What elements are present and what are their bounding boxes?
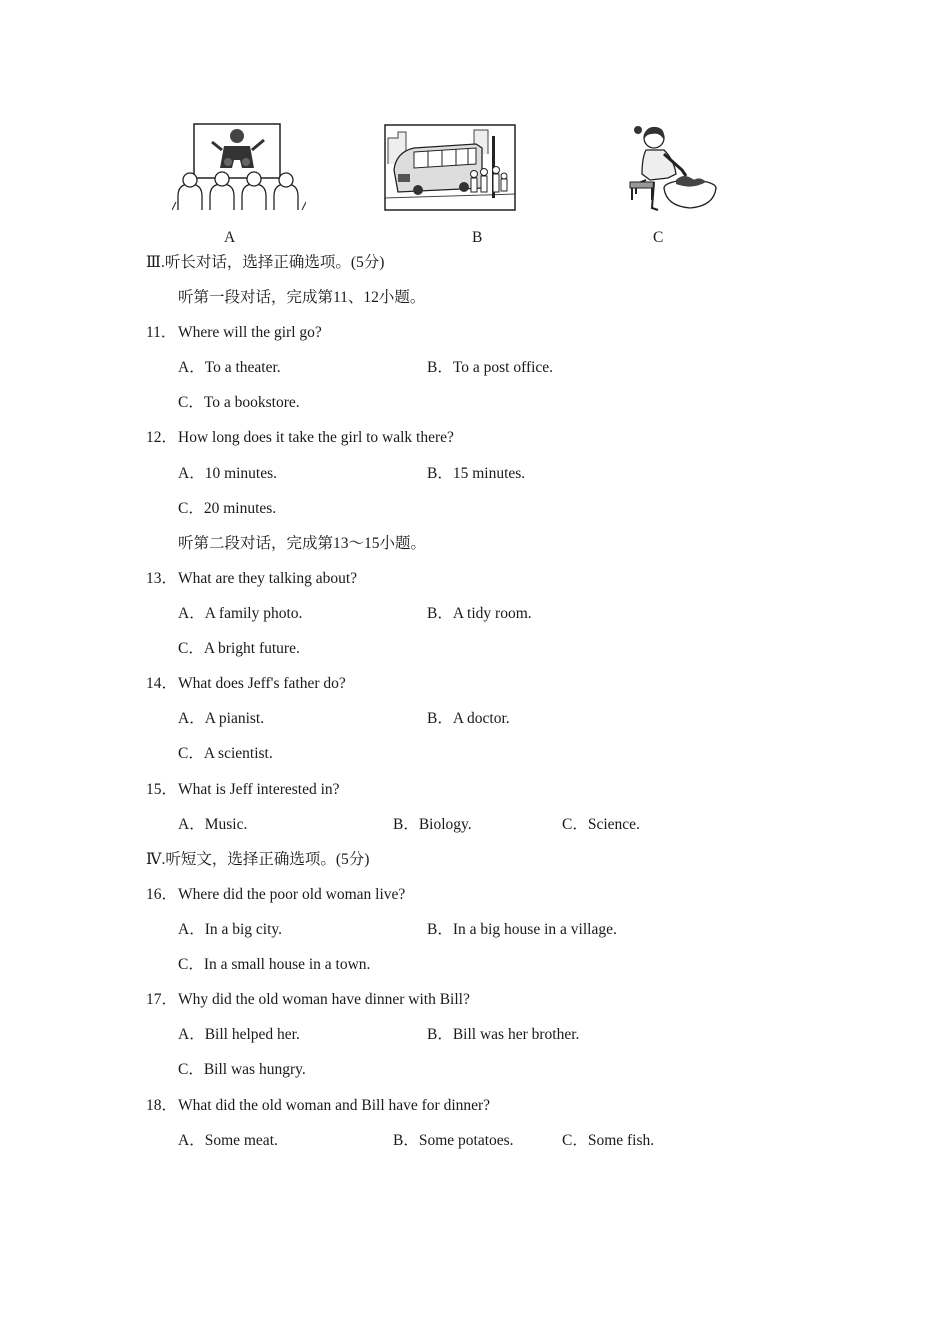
question-text: What are they talking about?: [178, 570, 358, 587]
option-a[interactable]: A．10 minutes.: [178, 465, 278, 482]
option-a[interactable]: A．To a theater.: [178, 359, 281, 376]
question-text: Why did the old woman have dinner with Bill?: [178, 991, 470, 1008]
option-a[interactable]: A．A family photo.: [178, 605, 303, 622]
picture-label: A: [224, 229, 236, 246]
question-text: Where will the girl go?: [178, 324, 322, 341]
question-number: 12．: [146, 429, 178, 446]
option-a[interactable]: A．In a big city.: [178, 921, 283, 938]
question-number: 11．: [146, 324, 177, 341]
question-text: Where did the poor old woman live?: [178, 886, 406, 903]
option-b[interactable]: B．A doctor.: [427, 710, 510, 727]
option-c[interactable]: C．In a small house in a town.: [178, 956, 371, 973]
picture-label: C: [653, 229, 664, 246]
question-number: 15．: [146, 781, 178, 798]
option-c[interactable]: C．Some fish.: [562, 1132, 655, 1149]
question-number: 18．: [146, 1097, 178, 1114]
option-a[interactable]: A．Some meat.: [178, 1132, 278, 1149]
question-text: What did the old woman and Bill have for dinner?: [178, 1097, 491, 1114]
dialogue-1-intro: 听第一段对话，完成第11、12小题。: [178, 289, 426, 306]
section-3-heading: Ⅲ.听长对话，选择正确选项。(5分): [146, 254, 385, 271]
option-c[interactable]: C．A scientist.: [178, 745, 273, 762]
question-number: 14．: [146, 675, 178, 692]
option-a[interactable]: A．Music.: [178, 816, 248, 833]
dialogue-2-intro: 听第二段对话，完成第13～15小题。: [178, 535, 427, 552]
option-c[interactable]: C．Bill was hungry.: [178, 1061, 306, 1078]
option-b[interactable]: B．15 minutes.: [427, 465, 526, 482]
picture-label: B: [472, 229, 483, 246]
option-b[interactable]: B．To a post office.: [427, 359, 554, 376]
option-c[interactable]: C．A bright future.: [178, 640, 300, 657]
question-text: How long does it take the girl to walk there?: [178, 429, 454, 446]
option-b[interactable]: B．A tidy room.: [427, 605, 532, 622]
question-number: 16．: [146, 886, 178, 903]
picture-c: [624, 124, 720, 246]
picture-a: [172, 122, 306, 246]
option-c[interactable]: C．20 minutes.: [178, 500, 277, 517]
question-text: What does Jeff's father do?: [178, 675, 346, 692]
bus-stop-icon: [384, 124, 516, 212]
option-a[interactable]: A．A pianist.: [178, 710, 265, 727]
option-b[interactable]: B．In a big house in a village.: [427, 921, 617, 938]
question-number: 13．: [146, 570, 178, 587]
question-text: What is Jeff interested in?: [178, 781, 340, 798]
option-b[interactable]: B．Some potatoes.: [393, 1132, 514, 1149]
question-number: 17．: [146, 991, 178, 1008]
option-c[interactable]: C．To a bookstore.: [178, 394, 300, 411]
option-a[interactable]: A．Bill helped her.: [178, 1026, 300, 1043]
picture-b: [384, 124, 516, 246]
section-4-heading: Ⅳ.听短文，选择正确选项。(5分): [146, 851, 370, 868]
option-b[interactable]: B．Biology.: [393, 816, 472, 833]
girl-washing-clothes-icon: [624, 124, 720, 214]
option-b[interactable]: B．Bill was her brother.: [427, 1026, 580, 1043]
cinema-audience-icon: [172, 122, 306, 212]
option-c[interactable]: C．Science.: [562, 816, 640, 833]
